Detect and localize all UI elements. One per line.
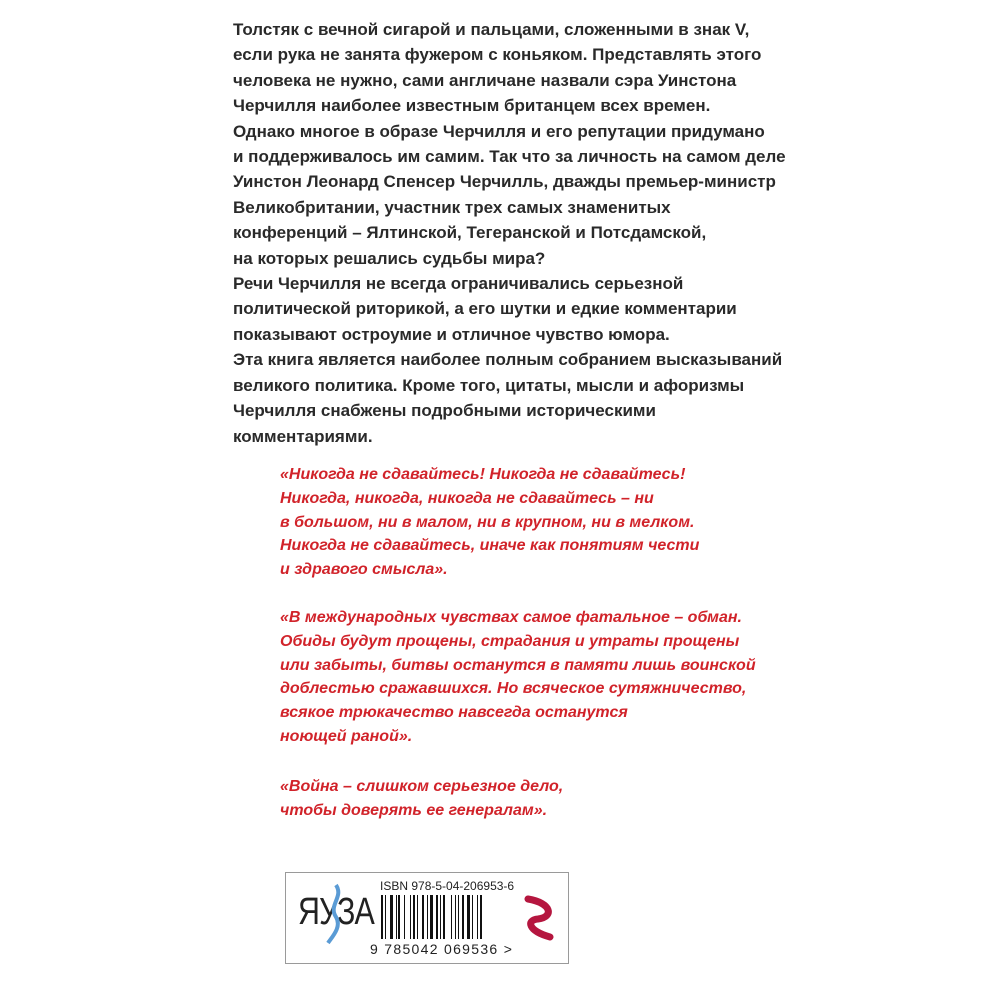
quote-2 <box>280 606 756 749</box>
quote-line: или забыты, битвы останутся в памяти лишь воинской <box>280 656 756 674</box>
barcode-bar <box>440 895 441 939</box>
barcode-bar <box>427 895 428 939</box>
barcode-bar <box>398 895 400 939</box>
text-line: Толстяк с вечной сигарой и пальцами, сложенными в знак V, <box>233 20 750 39</box>
yauza-logo-text: ЯУЗА <box>298 891 375 933</box>
yauza-wave-icon <box>326 883 346 945</box>
quote-line: «Война – слишком серьезное дело, <box>280 778 564 795</box>
eksmo-logo-icon <box>522 895 556 941</box>
text-line: Черчилля наиболее известным британцем всех времен. <box>233 96 711 116</box>
barcode-bar <box>417 895 418 939</box>
barcode-bar <box>477 895 478 939</box>
quote-line: в большом, ни в малом, ни в крупном, ни в мелком. <box>280 513 695 531</box>
barcode-bar <box>396 895 397 939</box>
text-line: на которых решались судьбы мира? <box>233 248 546 268</box>
barcode-bar <box>458 895 459 939</box>
barcode-bar <box>390 895 393 939</box>
quote-line: доблестью сражавшихся. Но всяческое сутяжничество, <box>280 680 747 698</box>
text-line: Эта книга является наиболее полным собранием высказываний <box>233 350 783 370</box>
barcode-bar <box>472 895 473 939</box>
barcode-bar <box>385 895 386 939</box>
text-line: Черчилля снабжены подробными историческими <box>233 401 656 421</box>
barcode-bar <box>410 895 411 939</box>
barcode-bar <box>467 895 470 939</box>
barcode-bar <box>413 895 415 939</box>
quote-line: Никогда, никогда, никогда не сдавайтесь – ни <box>280 489 654 507</box>
barcode-bar <box>422 895 424 939</box>
barcode-bar <box>480 895 482 939</box>
text-line: политической риторикой, а его шутки и едкие комментарии <box>233 299 737 319</box>
quote-line: «Никогда не сдавайтесь! Никогда не сдавайтесь! <box>280 466 686 483</box>
text-line: Великобритании, участник трех самых знаменитых <box>233 197 671 217</box>
quote-1 <box>280 463 699 582</box>
text-line: конференций – Ялтинской, Тегеранской и Потсдамской, <box>233 223 707 243</box>
text-line: если рука не занята фужером с коньяком. Представлять этого <box>233 45 762 65</box>
quote-line: и здравого смысла». <box>280 561 448 579</box>
barcode-bar <box>381 895 383 939</box>
annotation-text <box>233 17 786 449</box>
barcode-bar <box>455 895 456 939</box>
text-line: Речи Черчилля не всегда ограничивались серьезной <box>233 274 684 294</box>
text-line: комментариями. <box>233 426 373 446</box>
barcode-bar <box>404 895 405 939</box>
barcode-bar <box>462 895 464 939</box>
quote-line: «В международных чувствах самое фатальное – обман. <box>280 609 742 626</box>
text-line: Уинстон Леонард Спенсер Черчилль, дважды премьер-министр <box>233 172 776 192</box>
isbn-label: ISBN 978-5-04-206953-6 <box>380 879 515 893</box>
quote-line: чтобы доверять ее генералам». <box>280 801 548 819</box>
quote-line: Обиды будут прощены, страдания и утраты прощены <box>280 632 740 650</box>
text-line: и поддерживалось им самим. Так что за личность на самом деле <box>233 147 786 167</box>
text-line: Однако многое в образе Черчилля и его репутации придумано <box>233 121 765 141</box>
barcode-digits: 9 785042 069536 > <box>370 941 514 957</box>
quote-line: всякое трюкачество навсегда останутся <box>280 704 628 722</box>
text-line: показывают остроумие и отличное чувство юмора. <box>233 324 670 344</box>
barcode-bars <box>381 895 506 939</box>
quote-line: ноющей раной». <box>280 727 413 745</box>
barcode-bar <box>443 895 445 939</box>
barcode-bar <box>451 895 452 939</box>
barcode-bar <box>436 895 438 939</box>
quote-line: Никогда не сдавайтесь, иначе как понятиям чести <box>280 537 700 555</box>
barcode-bar <box>430 895 433 939</box>
text-line: великого политика. Кроме того, цитаты, мысли и афоризмы <box>233 375 745 395</box>
barcode-block <box>285 872 569 964</box>
text-line: человека не нужно, сами англичане назвали сэра Уинстона <box>233 70 737 90</box>
quote-3 <box>280 775 563 823</box>
